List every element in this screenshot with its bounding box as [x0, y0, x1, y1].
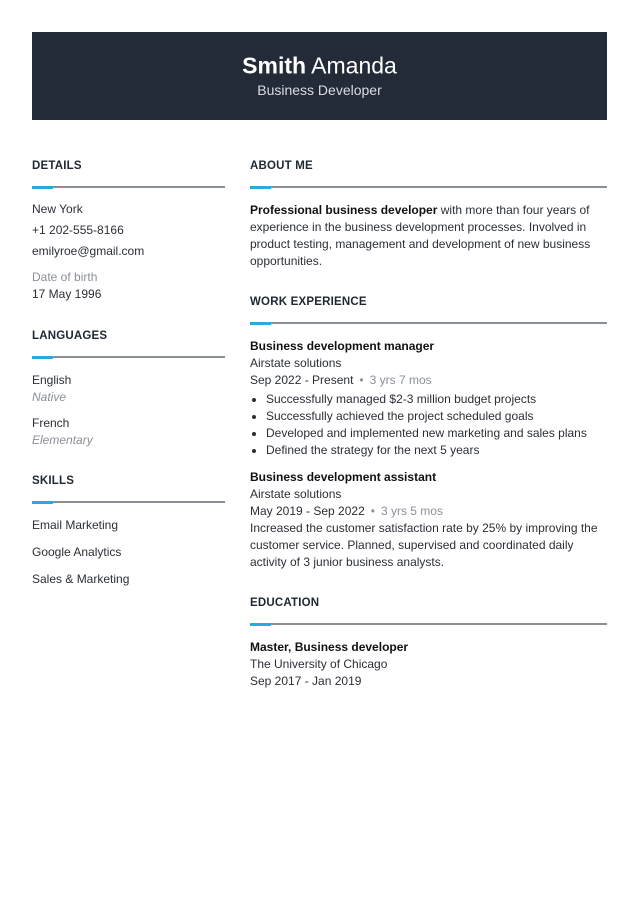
resume-header [32, 32, 607, 120]
degree: Master, Business developer [250, 640, 409, 654]
section-heading: SKILLS [32, 475, 75, 487]
job-duration: 3 yrs 7 mos [369, 373, 432, 387]
about-body: with more than four years of experience in the business development processes. Involved in product testing, management and development of new business opportunities. [250, 203, 591, 268]
language-level: Native [32, 390, 67, 404]
first-name: Amanda [311, 52, 397, 79]
bullet-item: • Developed and implemented new marketing and sales plans [266, 425, 607, 442]
job-dates: Sep 2022 - Present • 3 yrs 7 mos [250, 373, 432, 387]
about-bold: Professional business developer [250, 203, 438, 217]
skill-item: Google Analytics [32, 545, 122, 559]
skills-section [32, 475, 225, 588]
job-company: Airstate solutions [250, 356, 342, 370]
section-divider [250, 623, 607, 625]
separator-dot: • [359, 373, 364, 387]
phone: +1 202-555-8166 [32, 223, 124, 237]
job-company: Airstate solutions [250, 487, 342, 501]
last-name: Smith [242, 52, 307, 79]
section-divider [250, 322, 607, 324]
job-entry [250, 469, 607, 571]
job-dates: May 2019 - Sep 2022 • 3 yrs 5 mos [250, 504, 443, 518]
dob: 17 May 1996 [32, 287, 102, 301]
skill-item: Sales & Marketing [32, 572, 130, 586]
job-role: Business development manager [250, 339, 435, 353]
city: New York [32, 202, 83, 216]
section-heading: WORK EXPERIENCE [250, 296, 367, 308]
section-heading: EDUCATION [250, 597, 320, 609]
job-duration: 3 yrs 5 mos [380, 504, 443, 518]
language-name: English [32, 373, 72, 387]
education-section [250, 597, 607, 690]
skill-item: Email Marketing [32, 518, 119, 532]
section-heading: DETAILS [32, 160, 82, 172]
about-text [250, 202, 607, 270]
education-dates: Sep 2017 - Jan 2019 [250, 674, 362, 688]
right-column [250, 160, 607, 690]
job-bullets [250, 391, 607, 459]
full-name [32, 53, 607, 80]
left-column [32, 160, 225, 588]
job-entry [250, 338, 607, 459]
job-description: Increased the customer satisfaction rate by 25% by improving the customer service. Planned, supervised and coordinated daily activity of 3 junior business analysts. [250, 521, 598, 569]
bullet-item: • Successfully managed $2-3 million budget projects [266, 391, 607, 408]
school: The University of Chicago [250, 657, 388, 671]
section-divider [32, 356, 225, 358]
about-section [250, 160, 607, 270]
dob-label: Date of birth [32, 270, 98, 284]
section-divider [250, 186, 607, 188]
details-section [32, 160, 225, 303]
bullet-item: • Defined the strategy for the next 5 years [266, 442, 607, 459]
separator-dot: • [370, 504, 375, 518]
job-title: Business Developer [257, 82, 382, 98]
job-role: Business development assistant [250, 470, 437, 484]
section-heading: ABOUT ME [250, 160, 313, 172]
bullet-item: • Successfully achieved the project scheduled goals [266, 408, 607, 425]
section-divider [32, 501, 225, 503]
language-level: Elementary [32, 433, 93, 447]
languages-section [32, 330, 225, 449]
section-heading: LANGUAGES [32, 330, 108, 342]
section-divider [32, 186, 225, 188]
language-name: French [32, 416, 70, 430]
work-section [250, 296, 607, 571]
email: emilyroe@gmail.com [32, 244, 145, 258]
